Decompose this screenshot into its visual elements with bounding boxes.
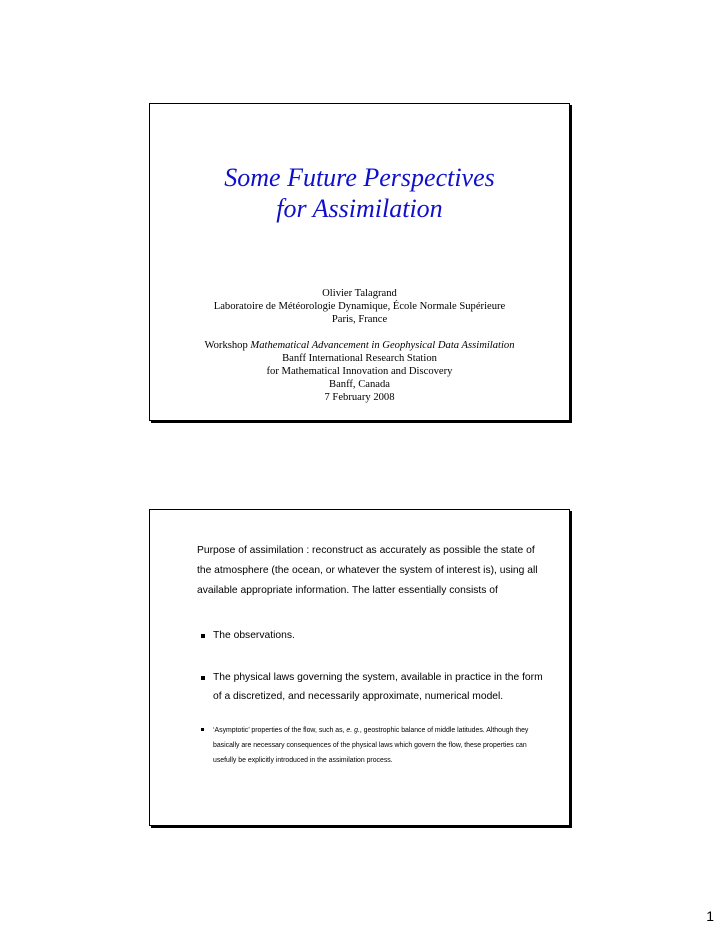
page-number: 1 [706,908,714,924]
title-line-1: Some Future Perspectives [224,163,495,192]
square-bullet-icon [201,676,205,680]
author-location: Paris, France [331,314,388,325]
venue-line-1: Banff International Research Station [282,353,437,364]
author-affiliation: Laboratoire de Météorologie Dynamique, École Normale Supérieure [213,301,506,312]
slide-body [197,541,549,768]
presentation-date: 7 February 2008 [324,392,395,403]
venue-line-2: for Mathematical Innovation and Discovery [266,366,453,377]
workshop-title: Mathematical Advancement in Geophysical Data Assimilation [250,340,515,351]
author-name: Olivier Talagrand [322,288,397,299]
bullet-text-part1: ‘Asymptotic’ properties of the flow, such as, [213,727,347,734]
title-line-2: for Assimilation [276,194,443,223]
bullet-item [197,626,549,646]
bullet-text: The physical laws governing the system, available in practice in the form of a discretized, and necessarily approximate, numerical model. [213,672,543,702]
bullet-text-part2: , geostrophic balance of middle latitudes. Although they basically are necessary consequences of the physical laws which govern the flow, these properties can usefully be explicitly introduced in the assimilation process. [213,727,529,764]
bullet-item [197,668,549,706]
workshop-prefix: Workshop [204,340,251,351]
bullet-item [197,723,549,768]
intro-paragraph: Purpose of assimilation : reconstruct as accurately as possible the state of the atmosphere (the ocean, or whatever the system of interest is), using all available appropriate information. The latter essentially consists of [197,545,538,596]
content-slide [149,509,570,826]
square-bullet-icon [201,634,205,638]
bullet-text: The observations. [213,630,295,641]
slide-title [150,162,569,224]
bullet-text-emphasis: e. g. [346,727,360,734]
square-bullet-icon [201,728,204,731]
venue-city: Banff, Canada [329,379,390,390]
workshop-line [150,339,569,352]
title-slide [149,103,570,421]
slide-metadata [150,287,569,404]
